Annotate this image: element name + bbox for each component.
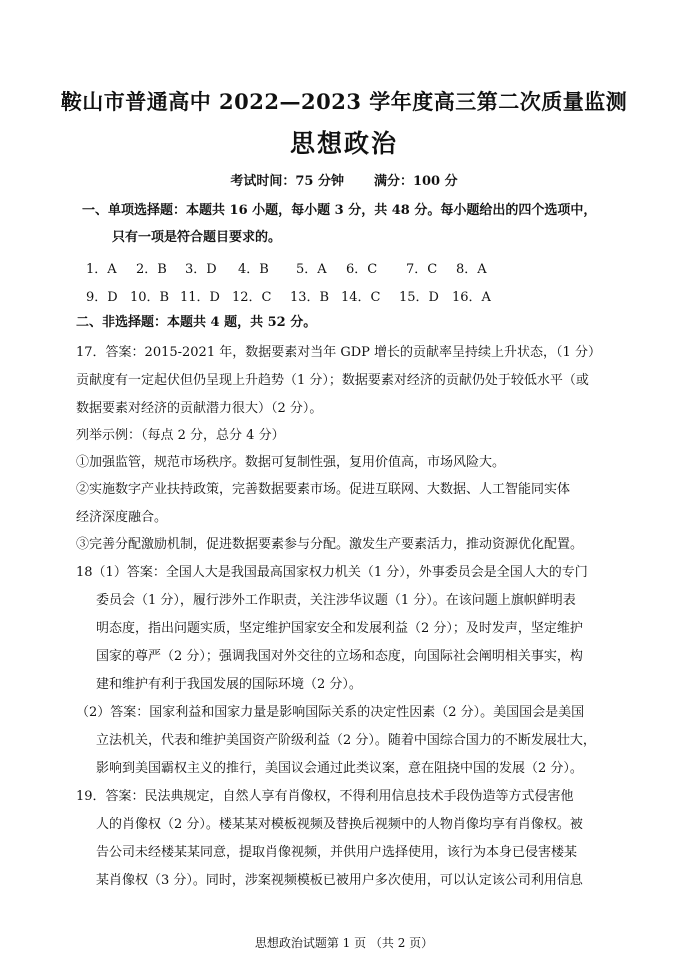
answer-item: 13．B [290,290,330,305]
q18-2-line: （2）答案：国家利益和国家力量是影响国际关系的决定性因素（2 分）。美国国会是美国 [76,705,585,720]
answer-item: 8．A [456,262,487,277]
q19-line: 人的肖像权（2 分）。楼某某对模板视频及替换后视频中的人物肖像均享有肖像权。被 [96,817,583,832]
answer-item: 11．D [180,290,220,305]
subject-title: 思想政治 [289,129,398,158]
answer-item: 1．A [86,262,117,277]
section2-heading: 二、非选择题：本题共 4 题，共 52 分。 [76,315,317,330]
q18-line: 建和维护有利于我国发展的国际环境（2 分）。 [96,677,362,692]
section1-heading-cont: 只有一项是符合题目要求的。 [112,230,282,245]
q18-2-line: 影响到美国霸权主义的推行，美国议会通过此类议案，意在阻挠中国的发展（2 分）。 [96,761,583,776]
answer-item: 4．B [238,262,269,277]
q18-line: 18（1）答案：全国人大是我国最高国家权力机关（1 分），外事委员会是全国人大的专门 [76,565,588,580]
exam-meta [0,170,688,189]
q17-line: 17．答案：2015-2021 年，数据要素对当年 GDP 增长的贡献率呈持续上升状态，（1 分） [76,345,601,360]
answer-item: 9．D [86,290,118,305]
q17-line: 贡献度有一定起伏但仍呈现上升趋势（1 分）；数据要素对经济的贡献仍处于较低水平（或 [76,373,589,388]
q17-line: ①加强监管，规范市场秩序。数据可复制性强，复用价值高，市场风险大。 [76,455,506,470]
q17-line: 列举示例：（每点 2 分，总分 4 分） [76,428,285,443]
answer-item: 12．C [232,290,272,305]
q18-2-line: 立法机关，代表和维护美国资产阶级利益（2 分）。随着中国综合国力的不断发展壮大， [96,733,596,748]
q18-line: 委员会（1 分），履行涉外工作职责，关注涉华议题（1 分）。在该问题上旗帜鲜明表 [96,593,576,608]
answer-item: 10．B [130,290,170,305]
exam-time: 考试时间：75 分钟 [230,174,344,189]
q18-line: 明态度，指出问题实质，坚定维护国家安全和发展利益（2 分）；及时发声，坚定维护 [96,621,583,636]
exam-title: 鞍山市普通高中 2022—2023 学年度高三第二次质量监测 [60,89,628,114]
q19-line: 某肖像权（3 分）。同时，涉案视频模板已被用户多次使用，可以认定该公司利用信息 [96,873,583,888]
answer-item: 5．A [296,262,327,277]
answer-row-1 [0,258,688,276]
answer-item: 16．A [452,290,491,305]
answer-item: 7．C [406,262,438,277]
answer-row-2 [0,286,688,304]
q19-line: 19．答案：民法典规定，自然人享有肖像权，不得利用信息技术手段伪造等方式侵害他 [76,789,574,804]
exam-score: 满分：100 分 [373,174,458,189]
answer-item: 2．B [136,262,167,277]
q17-line: 数据要素对经济的贡献潜力很大）（2 分）。 [76,401,323,416]
q17-line: ③完善分配激励机制，促进数据要素参与分配。激发生产要素活力，推动资源优化配置。 [76,537,584,552]
q18-line: 国家的尊严（2 分）；强调我国对外交往的立场和态度，向国际社会阐明相关事实，构 [96,649,583,664]
section1-heading: 一、单项选择题：本题共 16 小题，每小题 3 分，共 48 分。每小题给出的四个选项中， [82,203,597,218]
q17-line: 经济深度融合。 [76,510,168,525]
page-footer: 思想政治试题第 1 页 （共 2 页） [254,936,434,950]
answer-item: 14．C [341,290,381,305]
answer-item: 15．D [399,290,439,305]
answer-item: 6．C [346,262,378,277]
answer-item: 3．D [185,262,217,277]
q17-line: ②实施数字产业扶持政策，完善数据要素市场。促进互联网、大数据、人工智能同实体 [76,482,571,497]
q19-line: 告公司未经楼某某同意，提取肖像视频，并供用户选择使用，该行为本身已侵害楼某 [96,845,578,860]
